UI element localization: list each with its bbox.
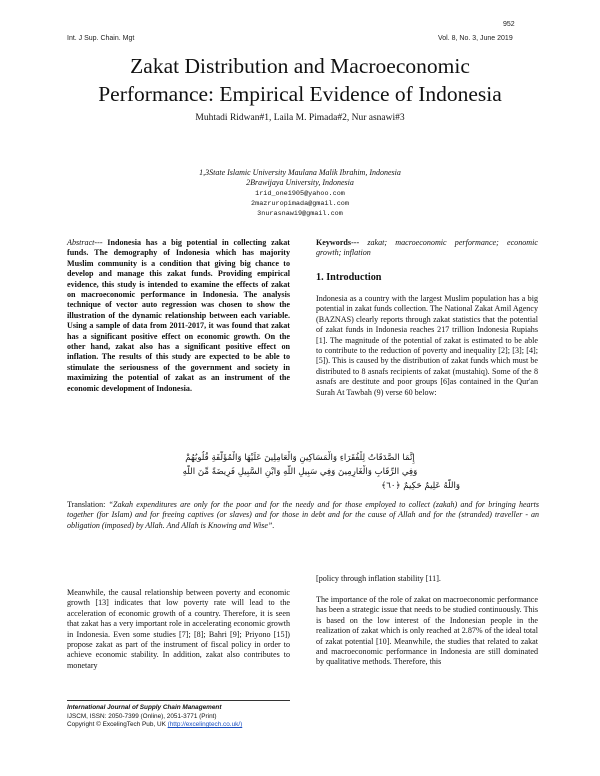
page-number: 952: [503, 21, 515, 28]
footer-journal: International Journal of Supply Chain Management: [67, 704, 222, 711]
journal-short-name: Int. J Sup. Chain. Mgt: [67, 35, 135, 42]
keywords-text: zakat; macroeconomic performance; economic growth; inflation: [316, 238, 538, 258]
title-line-2: Performance: Empirical Evidence of Indonesia: [98, 82, 502, 106]
footer-divider: [67, 700, 290, 701]
email-3: 3nurasnawi9@gmail.com: [257, 210, 343, 218]
footer-issn: IJSCM, ISSN: 2050-7399 (Online), 2051-3771 (Print): [67, 712, 217, 720]
footer-copyright-line: [67, 721, 242, 730]
keywords: [316, 238, 538, 259]
abstract: [67, 238, 290, 394]
email-1: 1rid_one1905@yahoo.com: [255, 190, 345, 198]
translation-label: Translation:: [67, 500, 106, 509]
arabic-line-2: وَفِي الرِّقَابِ وَالْغَارِمِينَ وَفِي سَبِيلِ اللَّهِ وَابْنِ السَّبِيلِ فَرِيضَةً مِّنَ اللَّهِ: [182, 467, 418, 477]
left-column-body: Meanwhile, the causal relationship between poverty and economic growth [13] indicates that low poverty rate will lead to the acceleration of economic growth of a country. Therefore, it is seen that zakat has a very important role in accelerating economic growth in Indonesia. Even some studies [7]; [8]; Bahri [9]; Priyono [15]) propose zakat as part of the instrument of fiscal policy in order to achieve economic stability. In addition, zakat also contributes to monetary: [67, 588, 290, 670]
abstract-text: Indonesia has a big potential in collecting zakat funds. The demography of Indonesia which has majority Muslim community is a condition that giving big chance to develop and manage this zakat funds. Providing empirical evidence, this study is intended to examine the effects of zakat on macroeconomic performance in Indonesia. The analysis technique of vector auto regression was chosen to show the illustration of the dynamic relationship between each variable. Using a sample of data from 2011-2017, it was found that zakat has a significant positive effect on economic growth. On the other hand, zakat also has a significant positive effect on inflation. The results of this study are expected to be able to stimulate the seriousness of the government and society in maximizing the potential of zakat as an instrument of the economic development of Indonesia.: [67, 238, 291, 393]
email-2: 2mazruropimada@gmail.com: [251, 200, 349, 208]
affiliation-2: 2Brawijaya University, Indonesia: [246, 178, 354, 187]
footer-copyright: Copyright © ExcelingTech Pub, UK: [67, 721, 166, 729]
title-line-1: Zakat Distribution and Macroeconomic: [130, 54, 470, 78]
affiliation-1: 1,3State Islamic University Maulana Malik Ibrahim, Indonesia: [199, 168, 401, 177]
volume-info: Vol. 8, No. 3, June 2019: [438, 35, 513, 42]
abstract-label: Abstract---: [67, 238, 103, 247]
quran-verse: [60, 451, 540, 495]
introduction-paragraph: Indonesia as a country with the largest Muslim population has a big potential in zakat funds collection. The National Zakat Amil Agency (BAZNAS) clearly reports through zakat statistics that the potential of zakat funds in Indonesia reaches 217 trillion Indonesia Rupiahs [1]. The magnitude of the potential of zakat is estimated to be able to contribute to the reduction of poverty and inequality [2]; [3]; [4]; [5]). This is caused by the distribution of zakat funds which must be distributed to 8 asnafs recipients of zakat (mustahiq). Some of the 8 asnafs are destitute and poor groups [6]as contained in the Qur'an Surah At Tawbah (9) verse 60 below:: [316, 294, 538, 397]
footer-link[interactable]: (http://excelingtech.co.uk/): [167, 721, 243, 729]
right-column-body: The importance of the role of zakat on macroeconomic performance has been a strategic issue that needs to be studied continuously. This is based on the low interest of the Indonesian people in the realization of zakat which is only reached at 2.87% of the ideal total of zakat potential [10]. Meanwhile, the studies that related to zakat and macroeconomic performance in Indonesia are still dominated by qualitative methods. Therefore, this: [316, 595, 538, 667]
authors: Muhtadi Ridwan#1, Laila M. Pimada#2, Nur asnawi#3: [195, 113, 405, 123]
verse-translation: [67, 500, 539, 531]
arabic-line-1: إِنَّمَا الصَّدَقَاتُ لِلْفُقَرَاءِ وَالْمَسَاكِينِ وَالْعَامِلِينَ عَلَيْهَا وَالْمُؤَلَّفَةِ قُلُوبُهُمْ: [185, 453, 415, 463]
translation-text: “Zakah expenditures are only for the poor and for the needy and for those employed to collect (zakah) and for bringing hearts together (for Islam) and for freeing captives (or slaves) and for those in debt and for the cause of Allah and for the (stranded) traveller - an obligation (imposed) by Allah. And Allah is Knowing and Wise”.: [67, 500, 539, 530]
footer: [67, 704, 242, 730]
introduction-heading: 1. Introduction: [316, 272, 382, 283]
keywords-label: Keywords---: [316, 238, 360, 247]
arabic-line-3: وَاللَّهُ عَلِيمٌ حَكِيمٌ ﴿٦٠﴾: [381, 481, 460, 491]
right-column-continuation: [policy through inflation stability [11].: [316, 574, 441, 583]
paper-title: [40, 52, 560, 108]
